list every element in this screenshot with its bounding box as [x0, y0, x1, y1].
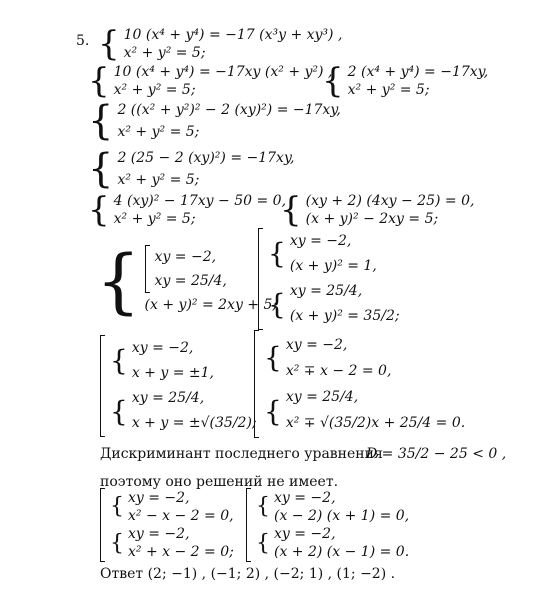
equation: 10 (x⁴ + y⁴) = −17xy (x² + y²) , [113, 64, 333, 80]
equation: 2 ((x² + y²)² − 2 (xy)²) = −17xy, [117, 102, 341, 118]
equation: xy = −2, [274, 526, 336, 542]
equation: x + y = ±√(35/2); [131, 415, 257, 431]
equation: x² ∓ x − 2 = 0, [285, 363, 392, 379]
system-12 [100, 488, 234, 562]
system-5 [88, 146, 294, 192]
square-bracket [246, 488, 251, 562]
curly-brace: { { [110, 344, 128, 428]
equation: x² + y² = 5; [347, 82, 430, 98]
equation: xy = 25/4, [289, 283, 363, 299]
equation: 4 (xy)² − 17xy − 50 = 0, [113, 193, 287, 209]
equation: (x + y)² − 2xy = 5; [305, 211, 439, 227]
equation: x² + y² = 5; [117, 124, 200, 140]
discriminant-expression: D = 35/2 − 25 < 0 , [366, 446, 507, 462]
system-11 [254, 330, 465, 438]
no-solutions-text: поэтому оно решений не имеет. [100, 474, 339, 490]
equation: (x + y)² = 2xy + 5; [144, 297, 278, 313]
equation: x² ∓ √(35/2)x + 25/4 = 0. [285, 415, 466, 431]
system-4 [88, 98, 341, 144]
curly-brace: { [88, 190, 110, 230]
discriminant-text: Дискриминант последнего уравнения [100, 446, 383, 462]
equation: xy = −2, [128, 490, 190, 506]
equation: xy = −2, [154, 249, 217, 265]
system-9 [258, 228, 400, 330]
equation: xy = 25/4, [131, 390, 205, 406]
equation: (x − 2) (x + 1) = 0, [274, 508, 410, 524]
system-13 [246, 488, 409, 562]
equation: (x + y)² = 35/2; [289, 308, 400, 324]
curly-brace: { [88, 61, 110, 101]
equation: 2 (x⁴ + y⁴) = −17xy, [347, 64, 489, 80]
equation: xy = −2, [131, 340, 194, 356]
system-8 [96, 240, 277, 322]
square-bracket [254, 330, 259, 438]
curly-brace: { [280, 190, 302, 230]
curly-brace: { { [110, 494, 124, 556]
equation: x² + y² = 5; [113, 211, 196, 227]
equation: xy = 25/4, [154, 273, 227, 289]
system-10 [100, 335, 257, 437]
square-bracket [100, 488, 105, 562]
system-2 [88, 61, 332, 101]
square-bracket [100, 335, 105, 437]
equation: (x + 2) (x − 1) = 0. [274, 544, 410, 560]
curly-brace: { [88, 98, 114, 144]
system-1 [98, 24, 342, 64]
equation: x² + x − 2 = 0; [128, 544, 234, 560]
curly-brace: { [88, 146, 114, 192]
system-3 [322, 61, 488, 101]
equation: xy = −2, [128, 526, 190, 542]
equation: 10 (x⁴ + y⁴) = −17 (x³y + xy³) , [123, 27, 343, 43]
curly-brace: { [322, 61, 344, 101]
system-7 [280, 190, 474, 230]
equation: xy = −2, [285, 337, 348, 353]
equation: x² + y² = 5; [117, 172, 200, 188]
answer-text: Ответ (2; −1) , (−1; 2) , (−2; 1) , (1; −2) . [100, 566, 396, 582]
equation: 2 (25 − 2 (xy)²) = −17xy, [117, 150, 295, 166]
equation: (x + y)² = 1, [289, 258, 377, 274]
curly-brace: { { [268, 237, 286, 321]
square-bracket [258, 228, 263, 330]
equation: x + y = ±1, [131, 365, 214, 381]
square-bracket [145, 245, 150, 293]
equation: x² + y² = 5; [113, 82, 196, 98]
equation: x² − x − 2 = 0, [128, 508, 234, 524]
curly-brace: { [98, 24, 120, 64]
equation: xy = −2, [274, 490, 336, 506]
curly-brace: { [96, 240, 141, 322]
curly-brace: { { [264, 340, 282, 428]
curly-brace: { { [256, 494, 270, 556]
equation: (xy + 2) (4xy − 25) = 0, [305, 193, 475, 209]
equation: x² + y² = 5; [123, 45, 206, 61]
problem-number: 5. [76, 33, 90, 49]
equation: xy = 25/4, [285, 389, 359, 405]
equation: xy = −2, [289, 233, 352, 249]
system-6 [88, 190, 286, 230]
